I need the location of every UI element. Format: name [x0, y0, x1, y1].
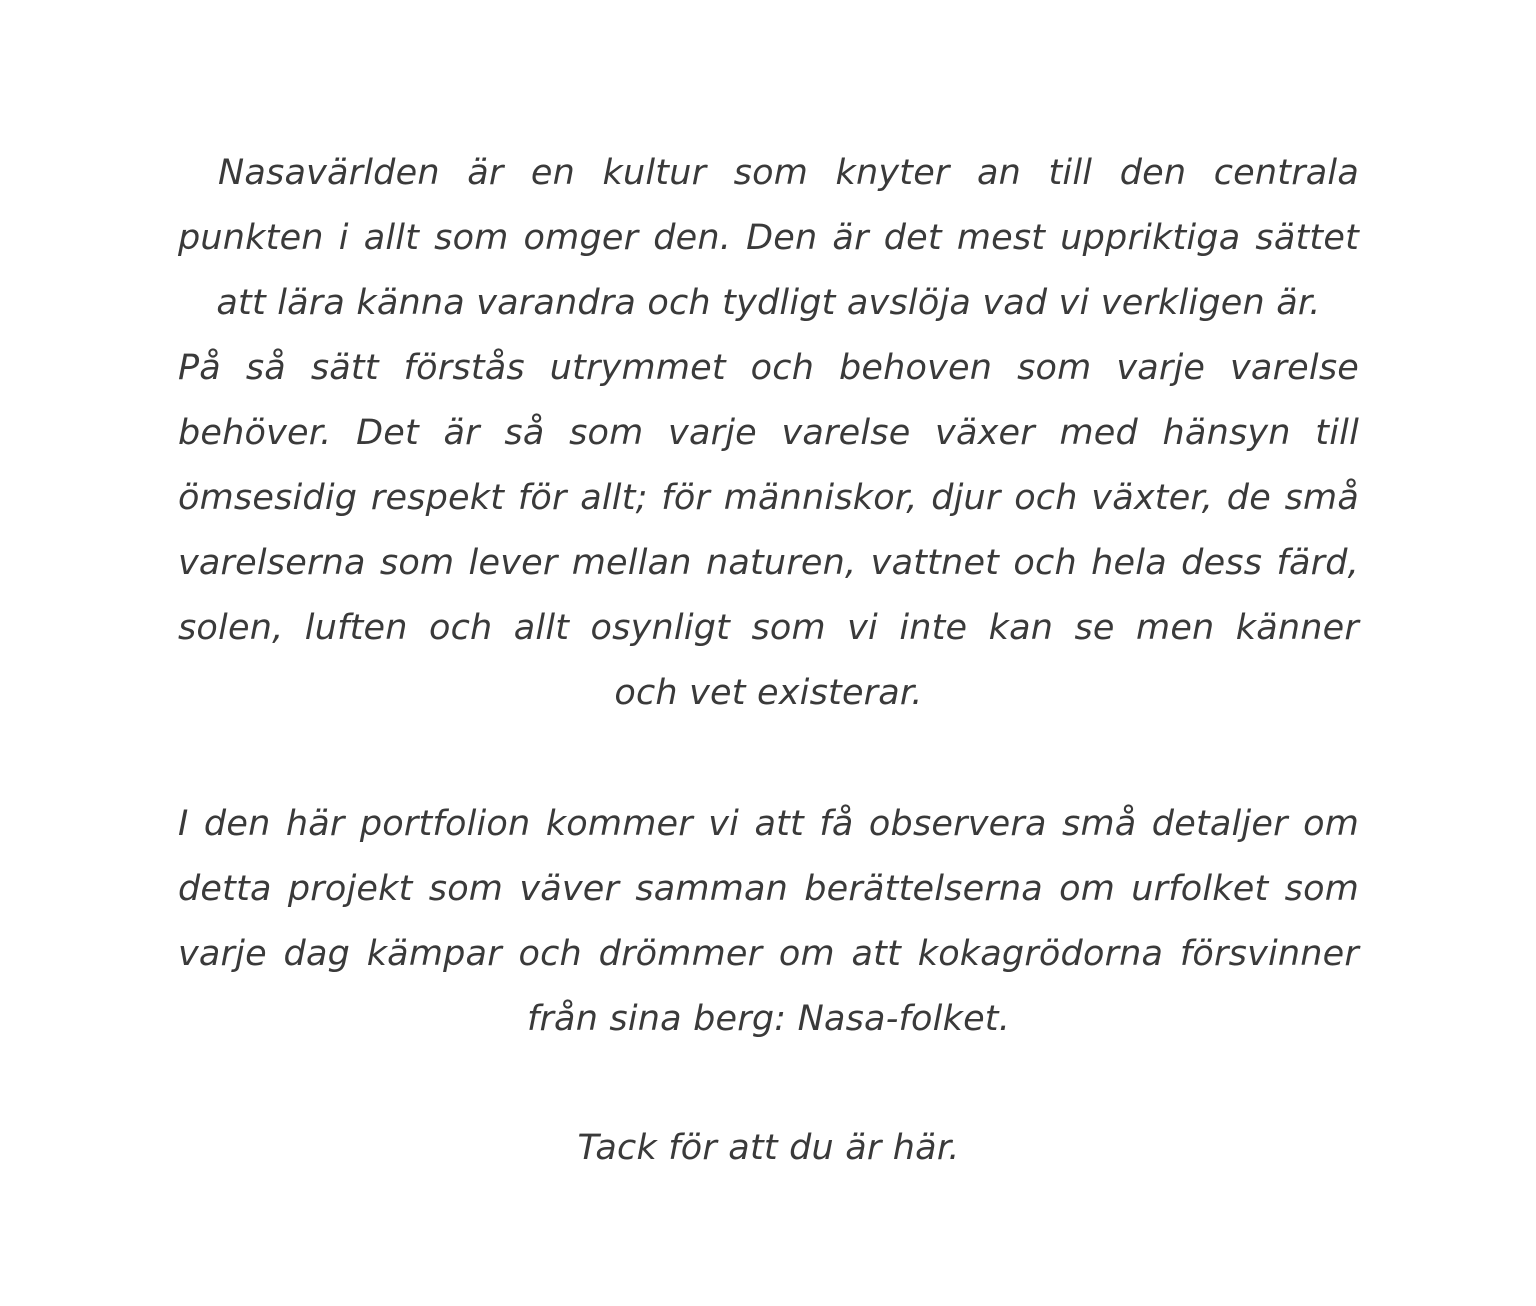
paragraph-line: varelserna som lever mellan naturen, vattnet och hela dess färd, [178, 543, 1359, 583]
paragraph-line: punkten i allt som omger den. Den är det mest uppriktiga sättet [178, 218, 1359, 258]
paragraph-line: I den här portfolion kommer vi att få observera små detaljer om [178, 804, 1359, 844]
paragraph-line: och vet existerar. [614, 673, 923, 713]
paragraph-portfolio [178, 792, 1359, 1052]
paragraph-line: varje dag kämpar och drömmer om att kokagrödorna försvinner [178, 934, 1359, 974]
paragraph-line: att lära känna varandra och tydligt avslöja vad vi verkligen är. [216, 283, 1321, 323]
paragraph-line: solen, luften och allt osynligt som vi inte kan se men känner [178, 608, 1359, 648]
closing-note [178, 1116, 1359, 1181]
paragraph-line: behöver. Det är så som varje varelse växer med hänsyn till [178, 413, 1359, 453]
paragraph-line: På så sätt förstås utrymmet och behoven som varje varelse [178, 348, 1359, 388]
paragraph-intro [178, 141, 1359, 726]
paragraph-line: Nasavärlden är en kultur som knyter an till den centrala [218, 153, 1359, 193]
closing-line: Tack för att du är här. [577, 1128, 960, 1168]
paragraph-line: detta projekt som väver samman berättelserna om urfolket som [178, 869, 1359, 909]
paragraph-line: ömsesidig respekt för allt; för människor, djur och växter, de små [178, 478, 1359, 518]
paragraph-line: från sina berg: Nasa-folket. [526, 999, 1011, 1039]
